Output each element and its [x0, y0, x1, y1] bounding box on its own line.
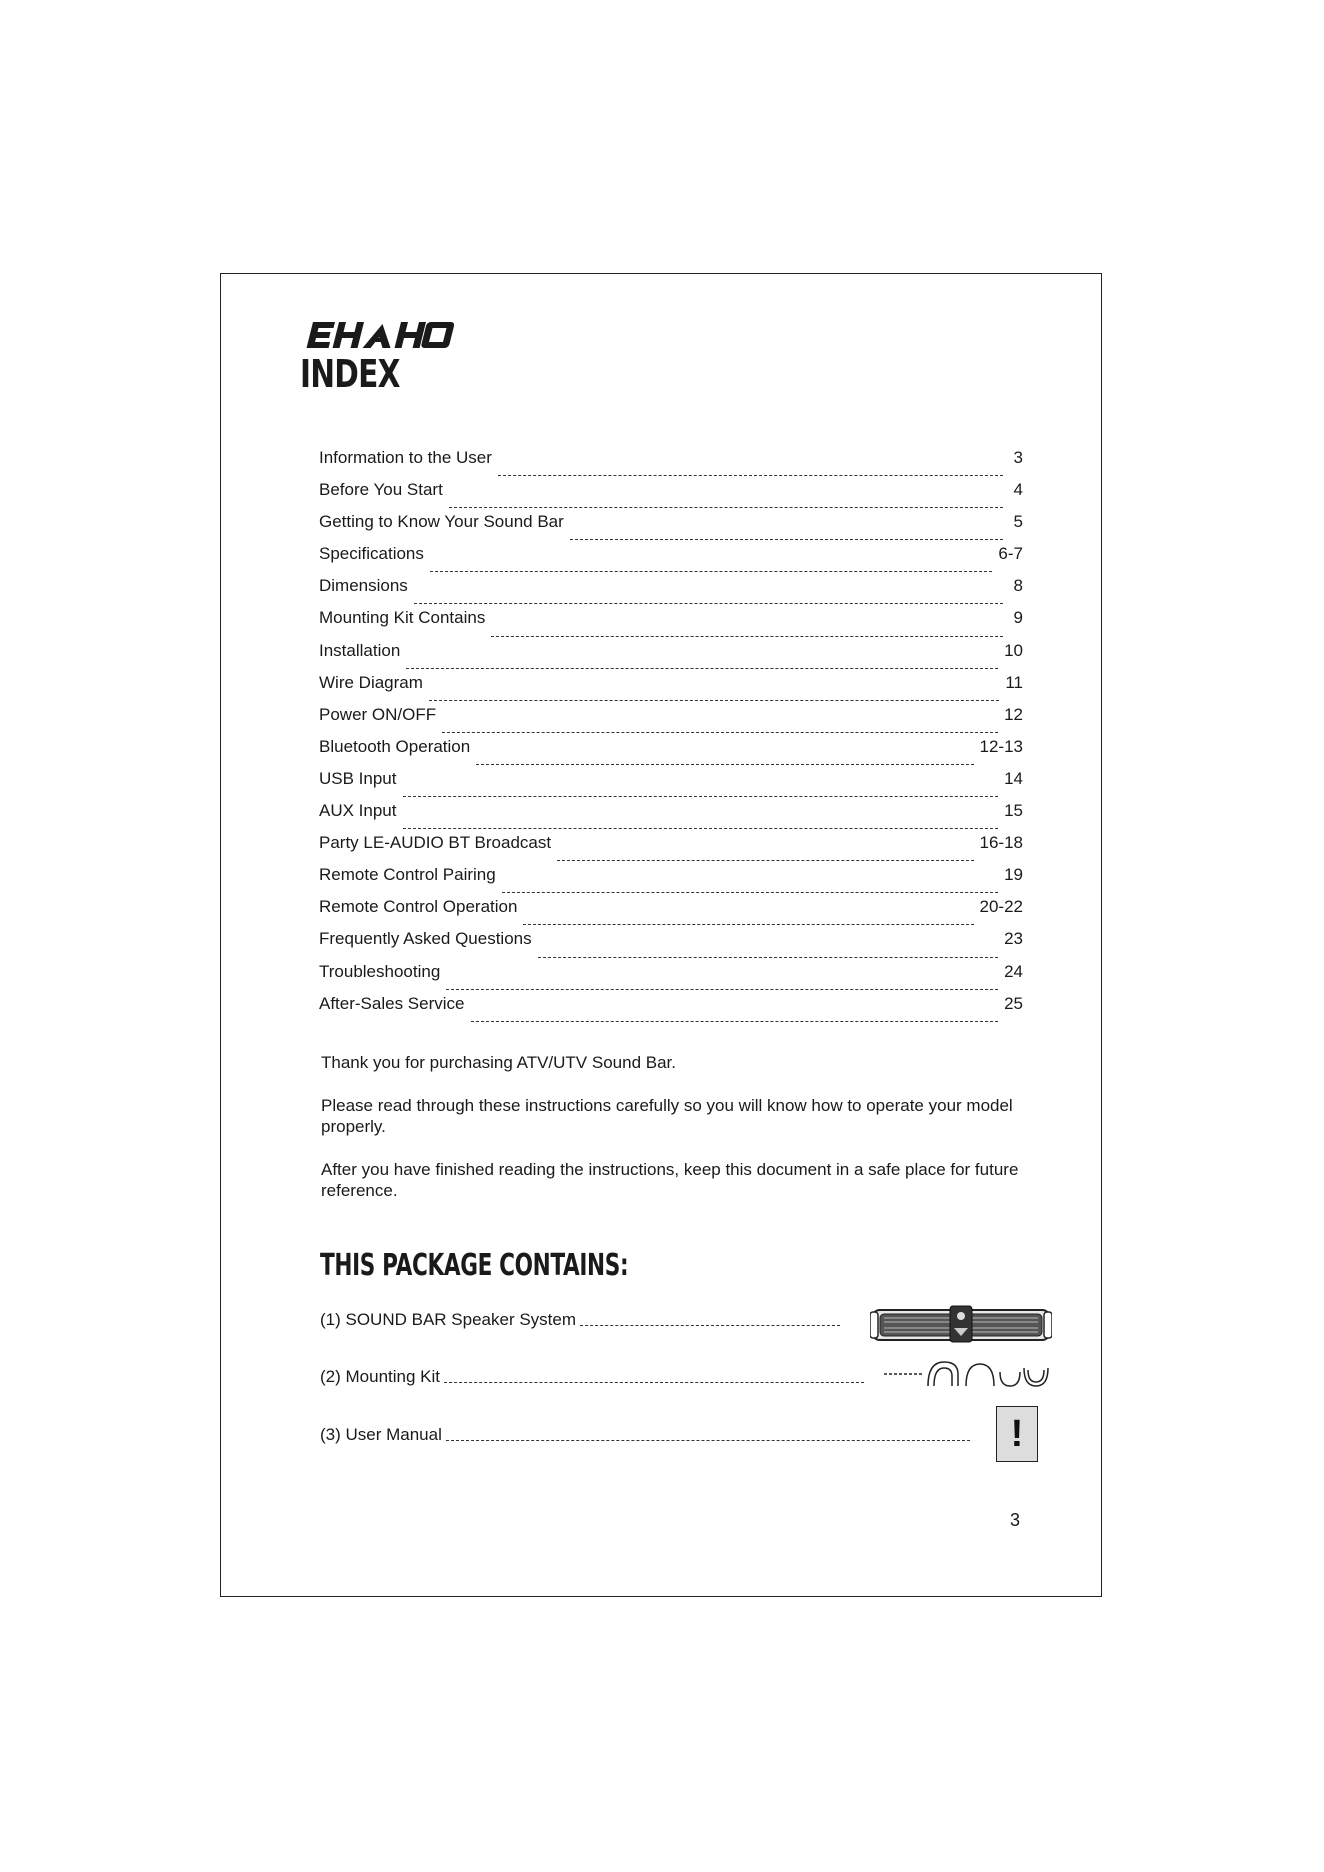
exclamation-icon: ! — [1010, 1412, 1024, 1455]
toc-label: Specifications — [319, 544, 424, 564]
dot-leader — [446, 989, 998, 990]
toc-page: 11 — [1005, 672, 1023, 692]
dot-leader — [523, 924, 973, 925]
dot-leader — [414, 603, 1003, 604]
sound-bar-icon — [870, 1304, 1052, 1344]
toc-entry — [319, 929, 1023, 961]
dot-leader — [502, 892, 998, 893]
toc-entry — [319, 865, 1023, 897]
toc-label: Before You Start — [319, 480, 443, 500]
toc-entry — [319, 833, 1023, 865]
toc-entry — [319, 769, 1023, 801]
page-number: 3 — [1010, 1510, 1021, 1530]
dot-leader — [403, 796, 999, 797]
toc-label: Information to the User — [319, 448, 492, 467]
package-item-label: (1) SOUND BAR Speaker System — [320, 1310, 577, 1329]
dot-leader — [580, 1325, 840, 1326]
toc-entry — [319, 480, 1023, 512]
page-title: INDEX — [300, 352, 400, 396]
toc-page: 12 — [1004, 704, 1023, 724]
toc-label: USB Input — [319, 768, 397, 788]
intro-paragraph: After you have finished reading the instructions, keep this document in a safe place for future reference. — [321, 1160, 1019, 1200]
toc-entry — [319, 801, 1023, 833]
intro-paragraph: Thank you for purchasing ATV/UTV Sound Bar. — [321, 1053, 676, 1072]
dot-leader — [538, 957, 998, 958]
table-of-contents — [319, 448, 1023, 1026]
toc-page: 6-7 — [998, 544, 1023, 564]
toc-label: Party LE-AUDIO BT Broadcast — [319, 833, 552, 853]
toc-page: 4 — [1013, 480, 1023, 500]
toc-label: After-Sales Service — [319, 993, 465, 1013]
dot-leader — [449, 507, 1003, 508]
toc-entry — [319, 962, 1023, 994]
toc-page: 20-22 — [979, 897, 1023, 917]
dot-leader — [442, 732, 998, 733]
toc-label: Power ON/OFF — [319, 704, 437, 724]
package-title: THIS PACKAGE CONTAINS: — [320, 1248, 629, 1283]
intro-text — [321, 1052, 1021, 1223]
toc-page: 14 — [1004, 768, 1023, 788]
mounting-kit-icon — [882, 1356, 1052, 1390]
toc-page: 19 — [1004, 865, 1023, 885]
toc-page: 5 — [1013, 512, 1023, 532]
ehaho-logo — [304, 318, 454, 352]
dot-leader — [491, 636, 1003, 637]
dot-leader — [471, 1021, 999, 1022]
toc-entry — [319, 512, 1023, 544]
toc-page: 23 — [1004, 929, 1023, 949]
toc-page: 3 — [1013, 448, 1023, 467]
toc-page: 16-18 — [979, 833, 1023, 853]
toc-entry — [319, 608, 1023, 640]
toc-entry — [319, 641, 1023, 673]
toc-entry — [319, 448, 1023, 480]
toc-page: 8 — [1013, 576, 1023, 596]
dot-leader — [570, 539, 1003, 540]
dot-leader — [429, 700, 999, 701]
dot-leader — [446, 1440, 970, 1441]
toc-entry — [319, 737, 1023, 769]
dot-leader — [403, 828, 999, 829]
toc-page: 10 — [1004, 640, 1023, 660]
intro-paragraph: Please read through these instructions carefully so you will know how to operate your model properly. — [321, 1096, 1013, 1136]
package-item-label: (2) Mounting Kit — [320, 1367, 440, 1386]
toc-entry — [319, 576, 1023, 608]
dot-leader — [430, 571, 993, 572]
toc-page: 25 — [1004, 993, 1023, 1013]
dot-leader — [557, 860, 973, 861]
dot-leader — [444, 1382, 864, 1383]
toc-label: Troubleshooting — [319, 961, 441, 981]
toc-page: 12-13 — [979, 736, 1023, 756]
toc-label: Frequently Asked Questions — [319, 929, 532, 949]
toc-label: Bluetooth Operation — [319, 736, 471, 756]
toc-entry — [319, 897, 1023, 929]
toc-label: Installation — [319, 640, 401, 660]
toc-label: Mounting Kit Contains — [319, 608, 486, 628]
toc-label: Wire Diagram — [319, 672, 423, 692]
package-item — [320, 1367, 864, 1387]
toc-page: 15 — [1004, 801, 1023, 821]
toc-entry — [319, 544, 1023, 576]
toc-page: 9 — [1013, 608, 1023, 628]
dot-leader — [476, 764, 973, 765]
toc-label: AUX Input — [319, 801, 397, 821]
toc-label: Remote Control Operation — [319, 897, 518, 917]
dot-leader — [498, 475, 1003, 476]
user-manual-icon — [996, 1406, 1038, 1462]
package-item-label: (3) User Manual — [320, 1425, 442, 1444]
toc-entry — [319, 705, 1023, 737]
toc-page: 24 — [1004, 961, 1023, 981]
toc-label: Remote Control Pairing — [319, 865, 496, 885]
package-item — [320, 1310, 840, 1330]
toc-entry — [319, 994, 1023, 1026]
toc-entry — [319, 673, 1023, 705]
package-item — [320, 1425, 970, 1445]
toc-label: Dimensions — [319, 576, 408, 596]
toc-label: Getting to Know Your Sound Bar — [319, 512, 564, 532]
dot-leader — [406, 668, 998, 669]
